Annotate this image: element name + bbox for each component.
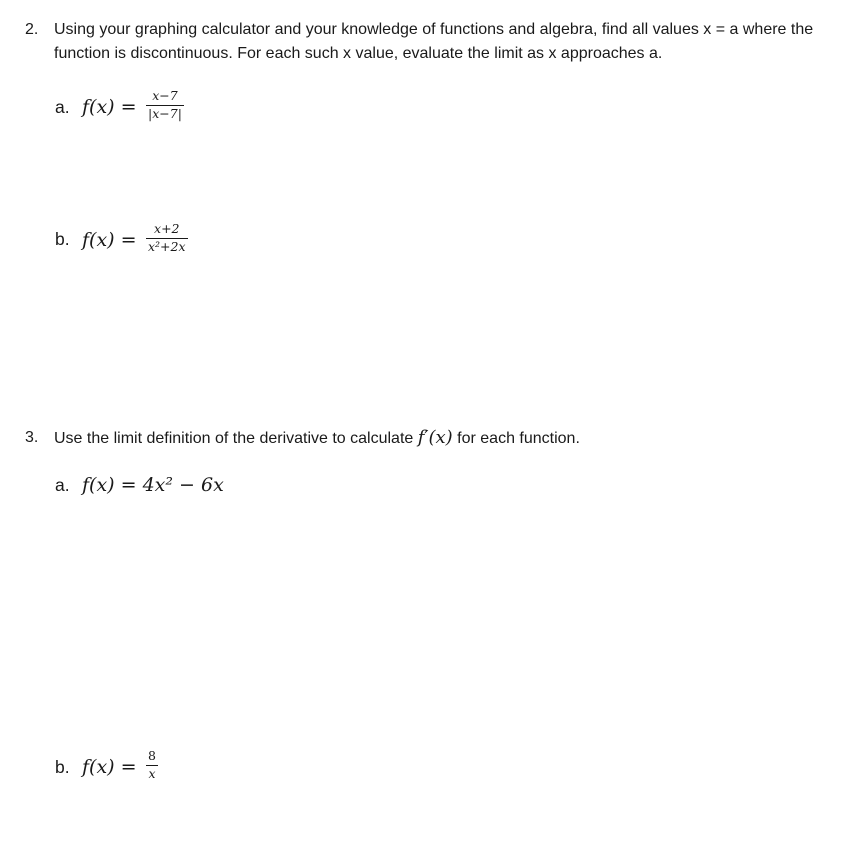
question-number: 2. (25, 21, 39, 38)
fraction (146, 90, 184, 120)
fraction (146, 223, 188, 253)
fraction-numerator: x−7 (152, 88, 178, 103)
part-label: b. (55, 229, 70, 249)
part-label: a. (55, 475, 70, 495)
question-number: 3. (25, 429, 39, 446)
function-lhs: f(x) = (82, 96, 137, 118)
question-text-after: for each function. (457, 430, 580, 447)
fraction-numerator: 8 (148, 748, 156, 763)
fraction-denominator: x (148, 765, 156, 781)
function-lhs: f(x) = (82, 229, 137, 251)
function-expression: f(x) = 4x² − 6x (82, 474, 224, 496)
part-label: a. (55, 97, 70, 117)
function-lhs: f(x) = (82, 756, 137, 778)
fraction-denominator: |x−7| (148, 105, 182, 121)
question-text-line-1: Using your graphing calculator and your knowledge of functions and algebra, find all values x = a where the (54, 21, 814, 38)
fraction (146, 750, 158, 780)
part-label: b. (55, 757, 70, 777)
question-text (54, 426, 580, 451)
derivative-notation: f′(x) (417, 427, 453, 448)
question-text-before: Use the limit definition of the derivative to calculate (54, 430, 414, 447)
fraction-numerator: x+2 (154, 221, 180, 236)
fraction-denominator: x²+2x (148, 238, 186, 254)
question-text-line-2: function is discontinuous. For each such x value, evaluate the limit as x approaches a. (54, 45, 663, 62)
